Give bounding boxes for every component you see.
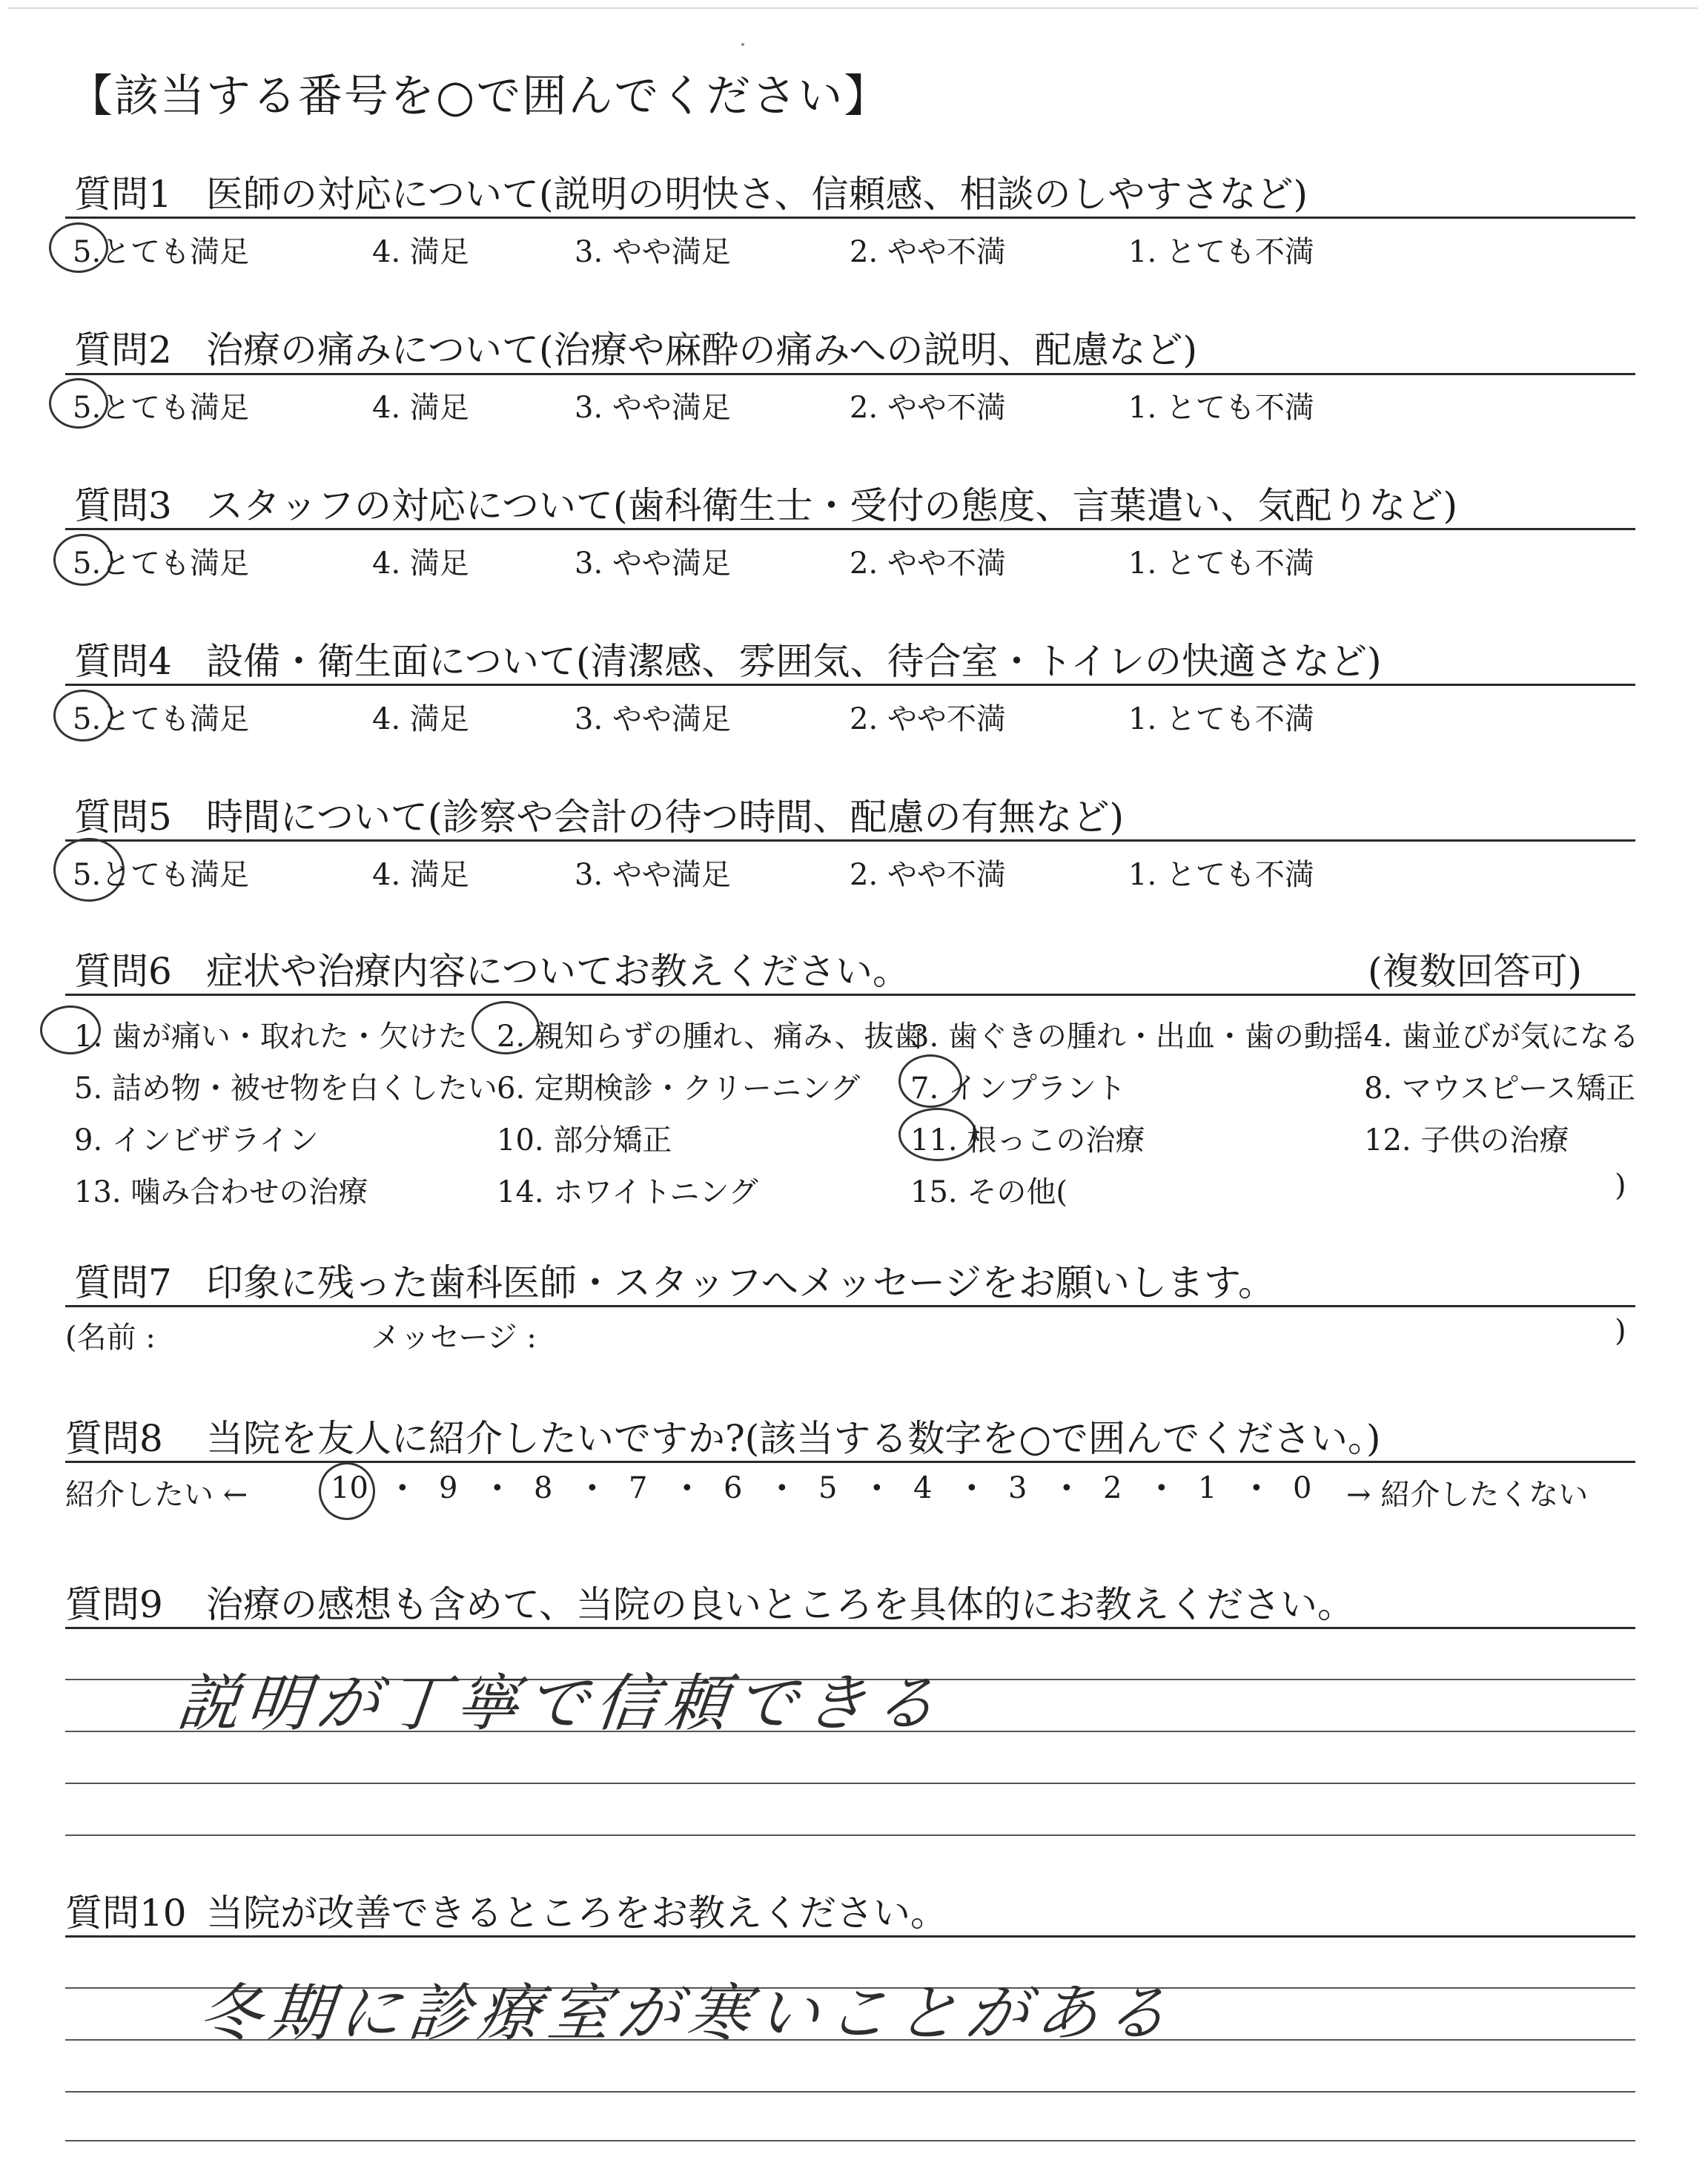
q8-scale-10[interactable]: 10 bbox=[331, 1471, 368, 1505]
q9-rule bbox=[65, 1627, 1635, 1629]
q1-text: 医師の対応について(説明の明快さ、信頼感、相談のしやすさなど) bbox=[206, 173, 1308, 216]
q5-text: 時間について(診察や会計の待つ時間、配慮の有無など) bbox=[206, 796, 1125, 839]
q8-scale-4[interactable]: 4 bbox=[913, 1471, 933, 1505]
q6-item-3[interactable]: 3. 歯ぐきの腫れ・出血・歯の動揺 bbox=[910, 1020, 1363, 1054]
q1-option-2[interactable]: 2. やや不満 bbox=[850, 235, 1006, 269]
q7-close-paren: ) bbox=[1615, 1314, 1626, 1348]
q7-label: 質問7 bbox=[74, 1261, 172, 1304]
q6-item-6[interactable]: 6. 定期検診・クリーニング bbox=[497, 1071, 861, 1106]
q5-option-1[interactable]: 1. とても不満 bbox=[1128, 858, 1314, 892]
q4-option-4[interactable]: 4. 満足 bbox=[372, 702, 469, 736]
scan-speck bbox=[741, 43, 744, 46]
q1-label: 質問1 bbox=[74, 173, 172, 216]
q6-rule bbox=[65, 994, 1635, 996]
q6-item-12[interactable]: 12. 子供の治療 bbox=[1364, 1123, 1569, 1157]
q6-item-1[interactable]: 1. 歯が痛い・取れた・欠けた bbox=[74, 1020, 468, 1054]
q6-item-11[interactable]: 11. 根っこの治療 bbox=[910, 1123, 1145, 1157]
q9-answer-line bbox=[65, 1834, 1635, 1836]
q6-item-13[interactable]: 13. 噛み合わせの治療 bbox=[74, 1175, 368, 1209]
q8-right-label: → 紹介したくない bbox=[1346, 1478, 1589, 1512]
q5-option-4[interactable]: 4. 満足 bbox=[372, 858, 469, 892]
q4-label: 質問4 bbox=[74, 640, 172, 683]
q4-text: 設備・衛生面について(清潔感、雰囲気、待合室・トイレの快適さなど) bbox=[206, 640, 1382, 683]
q5-option-3[interactable]: 3. やや満足 bbox=[575, 858, 731, 892]
q4-option-1[interactable]: 1. とても不満 bbox=[1128, 702, 1314, 736]
q3-option-1[interactable]: 1. とても不満 bbox=[1128, 546, 1314, 581]
q6-text: 症状や治療内容についてお教えください。 bbox=[206, 950, 910, 993]
q2-rule bbox=[65, 373, 1635, 375]
q6-item-14[interactable]: 14. ホワイトニング bbox=[497, 1175, 758, 1209]
q7-text: 印象に残った歯科医師・スタッフへメッセージをお願いします。 bbox=[206, 1261, 1275, 1304]
q2-option-5[interactable]: 5.とても満足 bbox=[73, 391, 250, 425]
q8-label: 質問8 bbox=[65, 1417, 163, 1460]
q6-item-7[interactable]: 7. インプラント bbox=[910, 1071, 1126, 1106]
q4-option-2[interactable]: 2. やや不満 bbox=[850, 702, 1006, 736]
q8-separator: • bbox=[681, 1476, 694, 1502]
q1-option-5[interactable]: 5.とても満足 bbox=[73, 235, 250, 269]
q8-scale-9[interactable]: 9 bbox=[439, 1471, 458, 1505]
q8-scale-0[interactable]: 0 bbox=[1293, 1471, 1312, 1505]
q6-item-2[interactable]: 2. 親知らずの腫れ、痛み、抜歯 bbox=[497, 1020, 924, 1054]
q9-answer-line bbox=[65, 1783, 1635, 1784]
q10-answer-line bbox=[65, 2091, 1635, 2093]
q8-scale-1[interactable]: 1 bbox=[1198, 1471, 1217, 1505]
q6-note: (複数回答可) bbox=[1368, 950, 1583, 993]
q2-option-4[interactable]: 4. 満足 bbox=[372, 391, 469, 425]
q1-option-1[interactable]: 1. とても不満 bbox=[1128, 235, 1314, 269]
q1-rule bbox=[65, 217, 1635, 219]
q6-item-15[interactable]: 15. その他( bbox=[910, 1175, 1068, 1209]
q8-scale-6[interactable]: 6 bbox=[724, 1471, 743, 1505]
q10-rule bbox=[65, 1935, 1635, 1938]
q8-left-label: 紹介したい ← bbox=[65, 1478, 248, 1512]
q3-option-5[interactable]: 5.とても満足 bbox=[73, 546, 250, 581]
q10-answer-line bbox=[65, 2140, 1635, 2141]
q8-separator: • bbox=[396, 1476, 409, 1502]
page-title: 【該当する番号を○で囲んでください】 bbox=[68, 70, 890, 122]
q8-separator: • bbox=[1060, 1476, 1073, 1502]
q8-separator: • bbox=[965, 1476, 979, 1502]
q8-separator: • bbox=[775, 1476, 789, 1502]
q8-separator: • bbox=[586, 1476, 599, 1502]
q3-option-3[interactable]: 3. やや満足 bbox=[575, 546, 731, 581]
q6-item-15-close: ) bbox=[1615, 1169, 1626, 1203]
q2-option-2[interactable]: 2. やや不満 bbox=[850, 391, 1006, 425]
q6-item-5[interactable]: 5. 詰め物・被せ物を白くしたい bbox=[74, 1071, 497, 1106]
q8-scale-8[interactable]: 8 bbox=[534, 1471, 553, 1505]
q1-option-3[interactable]: 3. やや満足 bbox=[575, 235, 731, 269]
q7-rule bbox=[65, 1305, 1635, 1307]
q6-label: 質問6 bbox=[74, 950, 172, 993]
q1-option-4[interactable]: 4. 満足 bbox=[372, 235, 469, 269]
scan-edge-line bbox=[7, 7, 1698, 9]
q3-option-4[interactable]: 4. 満足 bbox=[372, 546, 469, 581]
q2-option-1[interactable]: 1. とても不満 bbox=[1128, 391, 1314, 425]
q2-label: 質問2 bbox=[74, 328, 172, 371]
q4-option-5[interactable]: 5.とても満足 bbox=[73, 702, 250, 736]
q8-separator: • bbox=[870, 1476, 884, 1502]
q5-rule bbox=[65, 839, 1635, 842]
q6-item-8[interactable]: 8. マウスピース矯正 bbox=[1364, 1071, 1636, 1106]
q10-text: 当院が改善できるところをお教えください。 bbox=[206, 1892, 947, 1935]
q8-separator: • bbox=[1250, 1476, 1263, 1502]
q6-item-4[interactable]: 4. 歯並びが気になる bbox=[1364, 1020, 1639, 1054]
q7-message-label: メッセージ : bbox=[371, 1321, 537, 1355]
q7-name-label: (名前 : bbox=[65, 1321, 156, 1355]
q3-option-2[interactable]: 2. やや不満 bbox=[850, 546, 1006, 581]
q10-handwritten-answer[interactable]: 冬期に診療室が寒いことがある bbox=[196, 1977, 1179, 2050]
q8-scale-5[interactable]: 5 bbox=[818, 1471, 838, 1505]
q10-label: 質問10 bbox=[65, 1892, 187, 1935]
q8-scale-3[interactable]: 3 bbox=[1008, 1471, 1027, 1505]
q8-scale-2[interactable]: 2 bbox=[1103, 1471, 1122, 1505]
q3-text: スタッフの対応について(歯科衛生士・受付の態度、言葉遣い、気配りなど) bbox=[206, 484, 1458, 527]
q4-rule bbox=[65, 684, 1635, 686]
q8-scale-7[interactable]: 7 bbox=[629, 1471, 648, 1505]
q9-handwritten-answer[interactable]: 説明が丁寧で信頼できる bbox=[173, 1667, 948, 1740]
q9-label: 質問9 bbox=[65, 1583, 163, 1626]
q6-item-9[interactable]: 9. インビザライン bbox=[74, 1123, 319, 1157]
q5-label: 質問5 bbox=[74, 796, 172, 839]
q5-option-5[interactable]: 5.とても満足 bbox=[73, 858, 250, 892]
q5-option-2[interactable]: 2. やや不満 bbox=[850, 858, 1006, 892]
q4-option-3[interactable]: 3. やや満足 bbox=[575, 702, 731, 736]
q3-label: 質問3 bbox=[74, 484, 172, 527]
q2-text: 治療の痛みについて(治療や麻酔の痛みへの説明、配慮など) bbox=[206, 328, 1198, 371]
q3-rule bbox=[65, 528, 1635, 530]
q8-text: 当院を友人に紹介したいですか?(該当する数字を○で囲んでください。) bbox=[206, 1417, 1381, 1460]
q8-separator: • bbox=[491, 1476, 504, 1502]
q6-item-10[interactable]: 10. 部分矯正 bbox=[497, 1123, 672, 1157]
q8-separator: • bbox=[1155, 1476, 1168, 1502]
q9-text: 治療の感想も含めて、当院の良いところを具体的にお教えください。 bbox=[206, 1583, 1354, 1626]
q2-option-3[interactable]: 3. やや満足 bbox=[575, 391, 731, 425]
q8-rule bbox=[65, 1461, 1635, 1463]
